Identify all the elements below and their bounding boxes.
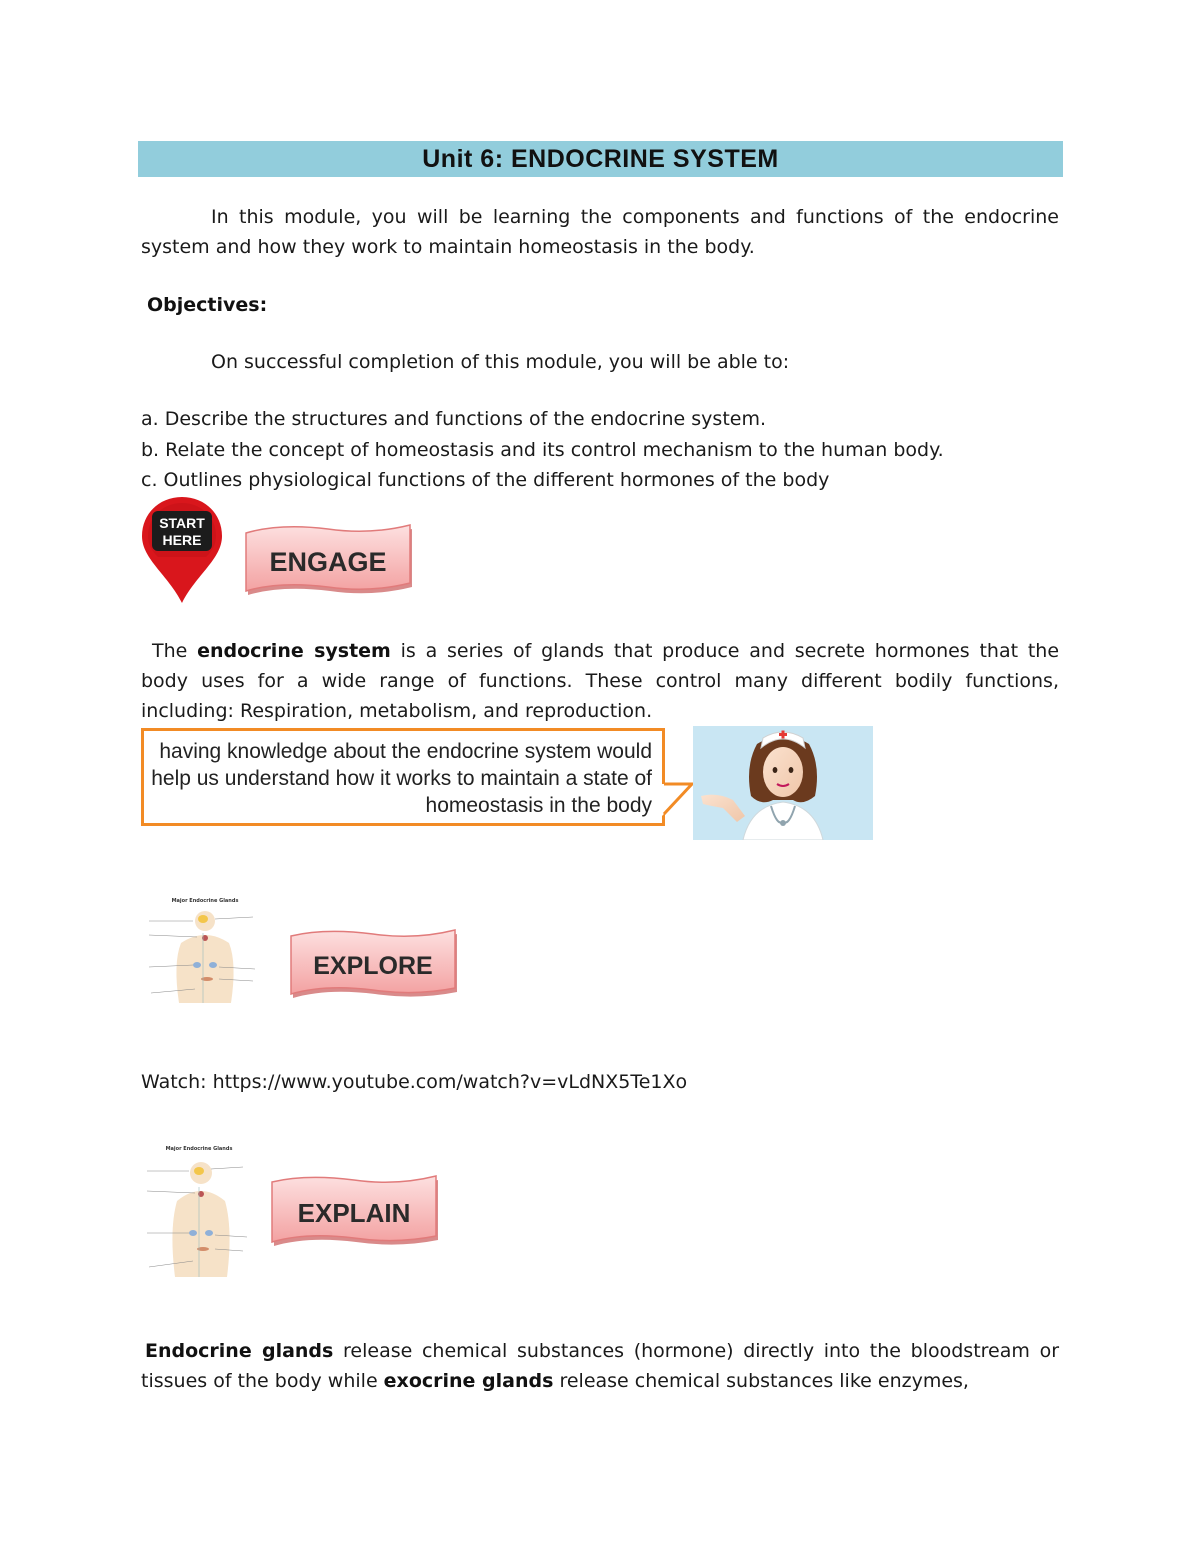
diagram-title: Major Endocrine Glands xyxy=(171,898,239,904)
svg-text:START: START xyxy=(159,515,205,531)
explore-banner xyxy=(285,926,461,1002)
start-here-pin-icon xyxy=(138,493,226,606)
term-endocrine-glands: Endocrine glands xyxy=(145,1340,334,1362)
objective-item: a. Describe the structures and functions of the endocrine system. xyxy=(141,408,767,430)
explain-label: EXPLAIN xyxy=(297,1198,411,1228)
intro-paragraph: In this module, you will be learning the components and functions of the endocrine system and how they work to maintain homeostasis in the body. xyxy=(141,206,1059,258)
term-endocrine-system: endocrine system xyxy=(197,640,391,662)
page-title: Unit 6: ENDOCRINE SYSTEM xyxy=(138,141,1063,177)
explore-label: EXPLORE xyxy=(313,952,433,980)
objective-item: b. Relate the concept of homeostasis and its control mechanism to the human body. xyxy=(141,439,944,461)
term-exocrine-glands: exocrine glands xyxy=(383,1370,554,1392)
endocrine-system-paragraph xyxy=(141,636,1059,726)
diagram-title: Major Endocrine Glands xyxy=(165,1146,233,1152)
endocrine-glands-diagram xyxy=(143,893,263,1003)
text: is a series of glands that produce and secrete hormones that the body uses for a wide range of functions. These control many different bodily functions, including: Respiration, metabolism, and reproduction. xyxy=(141,640,1060,722)
svg-text:HERE: HERE xyxy=(162,532,202,548)
callout-text: having knowledge about the endocrine system would help us understand how it works to maintain a state of homeostasis in the body xyxy=(151,740,652,817)
engage-label: ENGAGE xyxy=(269,547,387,577)
objectives-lead: On successful completion of this module, you will be able to: xyxy=(211,351,790,373)
text: release chemical substances (hormone) directly into the bloodstream or tissues of the body while xyxy=(141,1340,1060,1392)
watch-link[interactable]: Watch: https://www.youtube.com/watch?v=vLdNX5Te1Xo xyxy=(141,1071,688,1093)
engage-banner xyxy=(240,521,416,599)
objectives-heading: Objectives: xyxy=(147,294,268,316)
text: The xyxy=(152,640,198,662)
endocrine-glands-diagram xyxy=(143,1139,253,1277)
nurse-illustration xyxy=(693,726,873,840)
glands-paragraph xyxy=(141,1336,1059,1396)
callout-tail xyxy=(660,782,696,822)
explain-banner xyxy=(266,1172,442,1250)
objective-item: c. Outlines physiological functions of the different hormones of the body xyxy=(141,469,830,491)
text: release chemical substances like enzymes, xyxy=(553,1370,969,1392)
